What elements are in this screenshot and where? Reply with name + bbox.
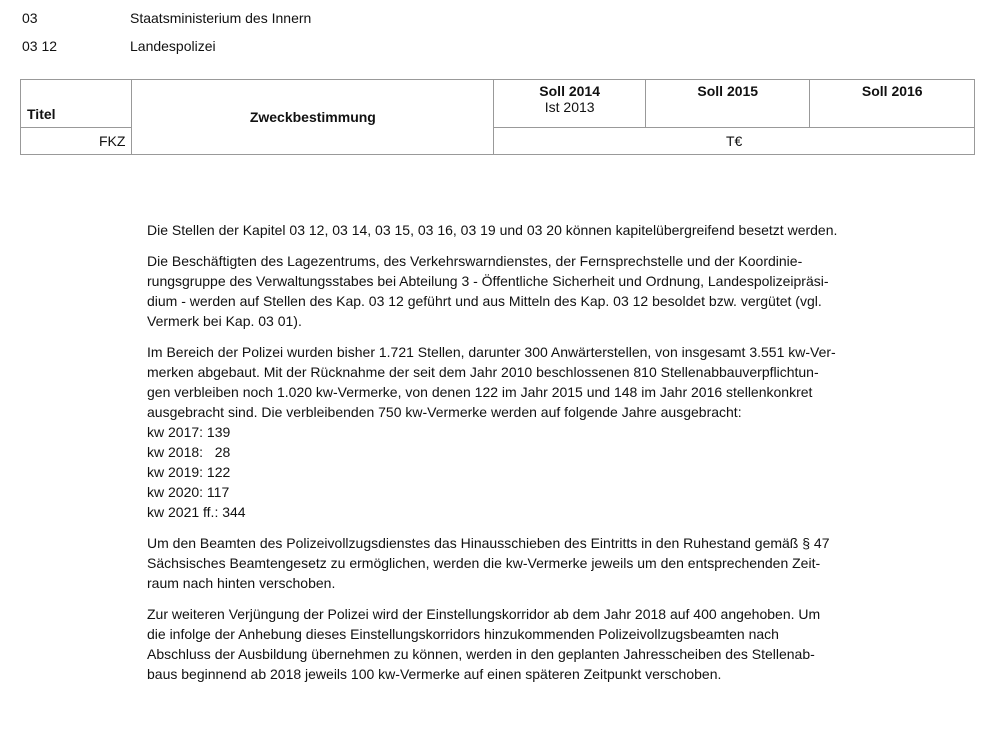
ist2013-label: Ist 2013 — [544, 99, 595, 115]
soll2016-cell — [810, 80, 975, 128]
text-line: Zur weiteren Verjüngung der Polizei wird der Einstellungskorridor ab dem Jahr 2018 auf 400 angehoben. Um — [147, 606, 821, 622]
paragraph-3 — [147, 342, 975, 522]
text-line: raum nach hinten verschoben. — [147, 575, 336, 591]
chapter-name: Staatsministerium des Innern — [130, 10, 312, 26]
soll2016-label: Soll 2016 — [861, 83, 923, 99]
zweck-label: Zweckbestimmung — [249, 109, 376, 125]
text-line: rungsgruppe des Verwaltungsstabes bei Abteilung 3 - Öffentliche Sicherheit und Ordnung, Landespolizeipräsi- — [147, 273, 829, 289]
kw-line: kw 2020: 117 — [147, 484, 230, 500]
titel-label: Titel — [27, 106, 56, 122]
chapter-code: 03 — [22, 10, 38, 26]
soll2014-label: Soll 2014 — [539, 83, 600, 99]
text-line: Um den Beamten des Polizeivollzugsdienstes das Hinausschieben des Eintritts in den Ruhestand gemäß § 47 — [147, 535, 830, 551]
text-line: baus beginnend ab 2018 jeweils 100 kw-Vermerke auf einen späteren Zeitpunkt verschoben. — [147, 666, 722, 682]
kw-line: kw 2017: 139 — [147, 424, 231, 440]
titel-cell — [21, 80, 132, 128]
fkz-label: FKZ — [98, 133, 126, 149]
text-line: gen verbleiben noch 1.020 kw-Vermerke, von denen 122 im Jahr 2015 und 148 im Jahr 2016 stellenkonkret — [147, 384, 813, 400]
unit-label: T€ — [725, 133, 743, 149]
text-line: Vermerk bei Kap. 03 01). — [147, 313, 302, 329]
fkz-cell — [21, 128, 132, 155]
text-line: merken abgebaut. Mit der Rücknahme der seit dem Jahr 2010 beschlossenen 810 Stellenabbauverpflichtun- — [147, 364, 819, 380]
section-code: 03 12 — [22, 38, 58, 54]
paragraph-2 — [147, 251, 975, 331]
kw-line: kw 2021 ff.: 344 — [147, 504, 246, 520]
section-header — [22, 38, 216, 54]
paragraph-4 — [147, 533, 975, 593]
budget-header-table — [20, 79, 975, 155]
chapter-header — [22, 10, 311, 26]
body-text — [147, 220, 975, 695]
section-name: Landespolizei — [130, 38, 216, 54]
kw-line: kw 2019: 122 — [147, 464, 231, 480]
text-line: Im Bereich der Polizei wurden bisher 1.721 Stellen, darunter 300 Anwärterstellen, von insgesamt 3.551 kw-Ver- — [147, 344, 836, 360]
text-line: die infolge der Anhebung dieses Einstellungskorridors hinzukommenden Polizeivollzugsbeamten nach — [147, 626, 779, 642]
zweck-cell — [132, 80, 494, 155]
kw-line: kw 2018: 28 — [147, 444, 231, 460]
text-line: dium - werden auf Stellen des Kap. 03 12 geführt und aus Mitteln des Kap. 03 12 besoldet bzw. vergütet (vgl. — [147, 293, 822, 309]
unit-cell — [494, 128, 975, 155]
text-line: Abschluss der Ausbildung übernehmen zu können, werden in den geplanten Jahresscheiben des Stellenab- — [147, 646, 815, 662]
soll2015-label: Soll 2015 — [697, 83, 759, 99]
text-line: Die Beschäftigten des Lagezentrums, des Verkehrswarndienstes, der Fernsprechstelle und der Koordinie- — [147, 253, 803, 269]
soll2015-cell — [646, 80, 810, 128]
text-line: ausgebracht sind. Die verbleibenden 750 kw-Vermerke werden auf folgende Jahre ausgebracht: — [147, 404, 742, 420]
text-line: Sächsisches Beamtengesetz zu ermöglichen, werden die kw-Vermerke jeweils um den entsprechenden Zeit- — [147, 555, 821, 571]
paragraph-5 — [147, 604, 975, 684]
paragraph-1: Die Stellen der Kapitel 03 12, 03 14, 03 15, 03 16, 03 19 und 03 20 können kapitelübergreifend besetzt werden. — [147, 222, 838, 238]
soll2014-cell — [494, 80, 646, 128]
